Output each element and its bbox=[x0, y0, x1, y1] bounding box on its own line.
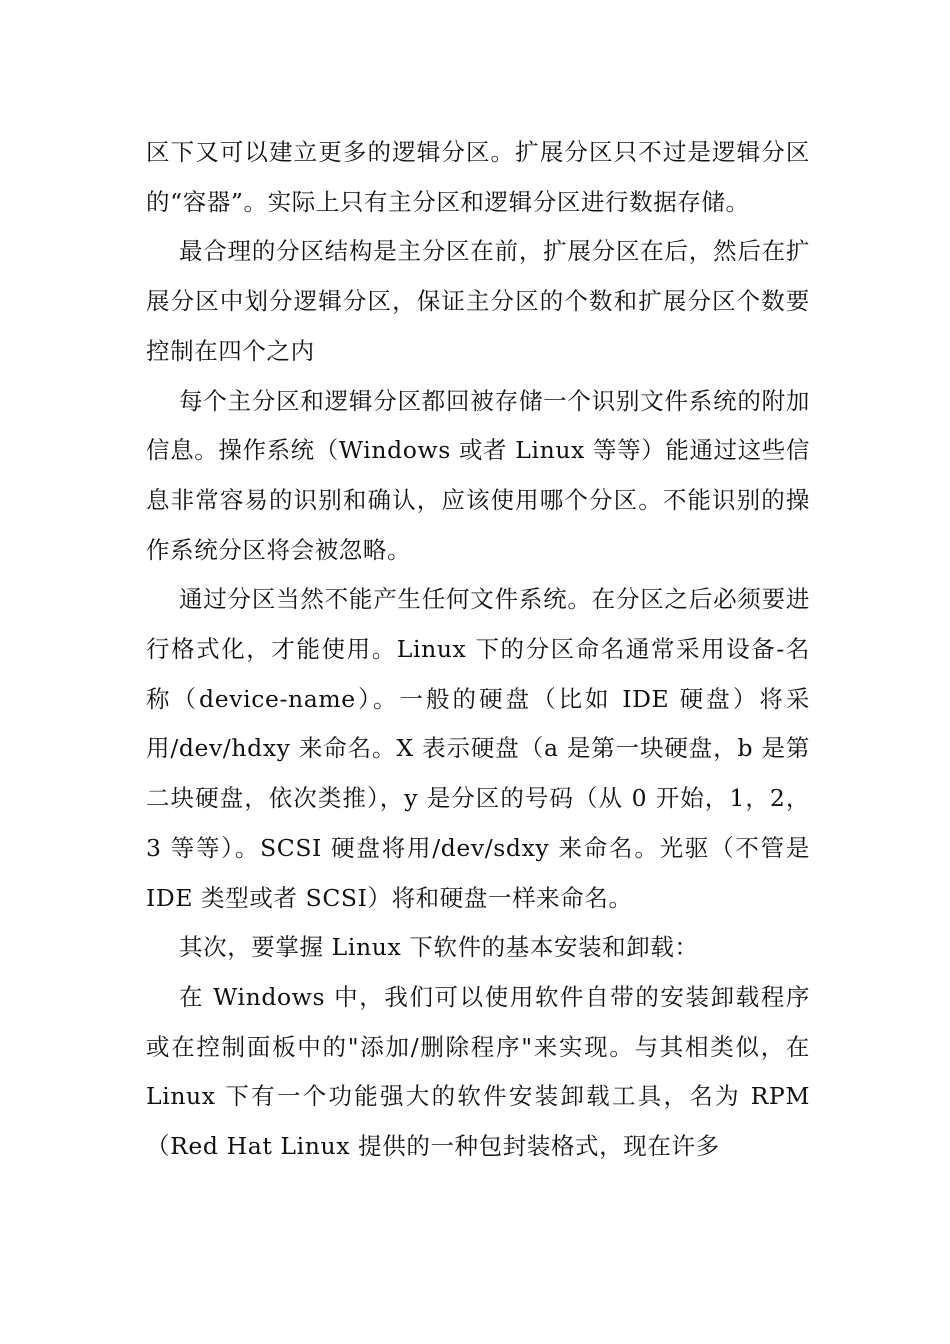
paragraph-6: 在 Windows 中，我们可以使用软件自带的安装卸载程序或在控制面板中的"添加/删除程序"来实现。与其相类似，在 Linux 下有一个功能强大的软件安装卸载工具，名为 RPM（Red Hat Linux 提供的一种包封装格式，现在许多 bbox=[146, 982, 810, 1161]
paragraph-1: 区下又可以建立更多的逻辑分区。扩展分区只不过是逻辑分区的“容器”。实际上只有主分区和逻辑分区进行数据存储。 bbox=[146, 138, 810, 216]
paragraph-5: 其次，要掌握 Linux 下软件的基本安装和卸载： bbox=[179, 933, 699, 962]
document-page bbox=[146, 128, 810, 1172]
paragraph-4: 通过分区当然不能产生任何文件系统。在分区之后必须要进行格式化，才能使用。Linux 下的分区命名通常采用设备-名称（device-name）。一般的硬盘（比如 IDE 硬盘）将采用/dev/hdxy 来命名。X 表示硬盘（a 是第一块硬盘，b 是第二块硬盘，依次类推），y 是分区的号码（从 0 开始，1，2，3 等等）。SCSI 硬盘将用/dev/sdxy 来命名。光驱（不管是 IDE 类型或者 SCSI）将和硬盘一样来命名。 bbox=[146, 585, 810, 912]
paragraph-3: 每个主分区和逻辑分区都回被存储一个识别文件系统的附加信息。操作系统（Windows 或者 Linux 等等）能通过这些信息非常容易的识别和确认，应该使用哪个分区。不能识别的操作系统分区将会被忽略。 bbox=[146, 386, 810, 564]
paragraph-2: 最合理的分区结构是主分区在前，扩展分区在后，然后在扩展分区中划分逻辑分区，保证主分区的个数和扩展分区个数要控制在四个之内 bbox=[146, 237, 810, 365]
